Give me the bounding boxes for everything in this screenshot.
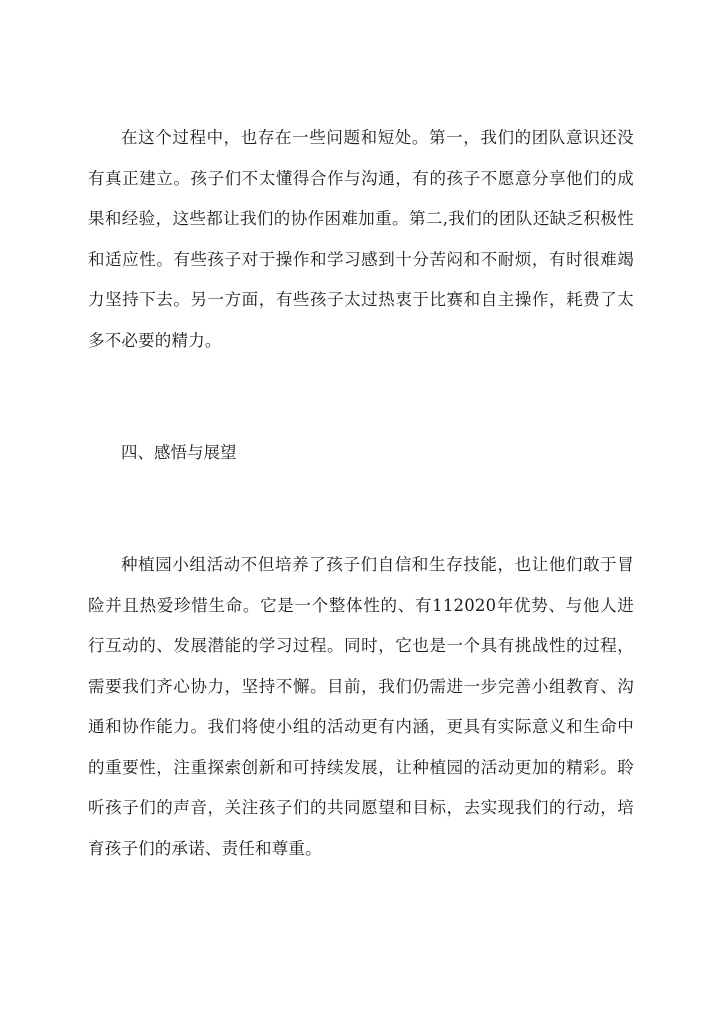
document-body [88, 118, 634, 869]
paragraph-outlook: 种植园小组活动不但培养了孩子们自信和生存技能，也让他们敢于冒险并且热爱珍惜生命。它是一个整体性的、有112020年优势、与他人进行互动的、发展潜能的学习过程。同时，它也是一个具有挑战性的过程，需要我们齐心协力，坚持不懈。目前，我们仍需进一步完善小组教育、沟通和协作能力。我们将使小组的活动更有内涵，更具有实际意义和生命中的重要性，注重探索创新和可持续发展，让种植园的活动更加的精彩。聆听孩子们的声音，关注孩子们的共同愿望和目标，去实现我们的行动，培育孩子们的承诺、责任和尊重。 [88, 555, 634, 858]
section-heading-reflection: 四、感悟与展望 [121, 443, 237, 462]
paragraph-problems: 在这个过程中，也存在一些问题和短处。第一，我们的团队意识还没有真正建立。孩子们不太懂得合作与沟通，有的孩子不愿意分享他们的成果和经验，这些都让我们的协作困难加重。第二,我们的团队还缺乏积极性和适应性。有些孩子对于操作和学习感到十分苦闷和不耐烦，有时很难竭力坚持下去。另一方面，有些孩子太过热衷于比赛和自主操作，耗费了太多不必要的精力。 [88, 128, 634, 350]
